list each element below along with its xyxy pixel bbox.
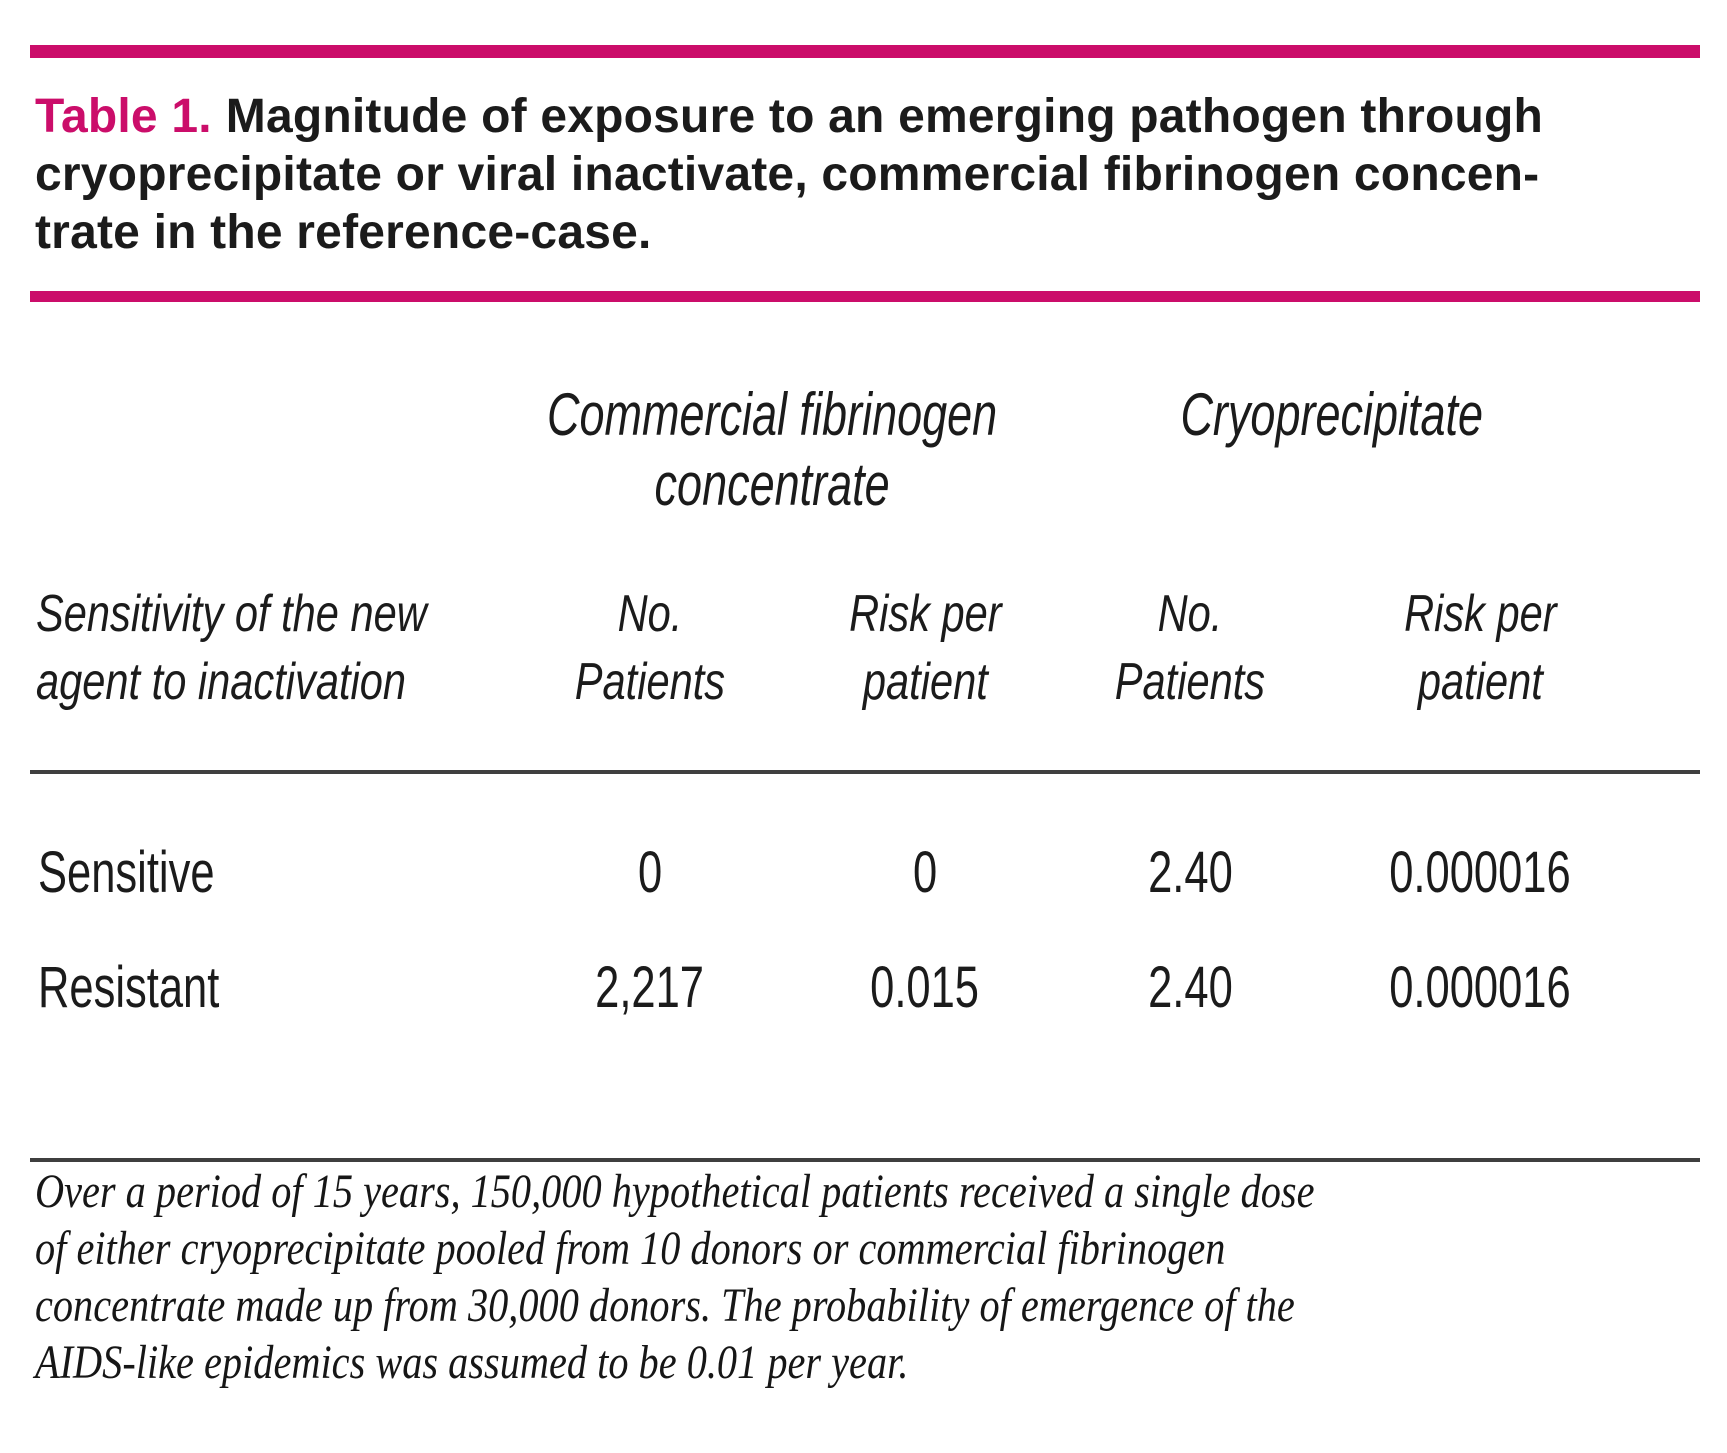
- row-label-sensitive: Sensitive: [38, 840, 215, 905]
- cell-resistant-cryo-risk: 0.000016: [1389, 955, 1571, 1020]
- table-body: [30, 838, 1610, 1068]
- column-header-cryo-risk-line-2: patient: [1417, 653, 1543, 711]
- mid-accent-rule: [30, 291, 1700, 302]
- cell-sensitive-cfc-risk: 0: [912, 840, 938, 905]
- column-header-cfc-no-line-1: No.: [617, 585, 683, 643]
- column-header-cfc-risk-per-patient: [820, 580, 1030, 716]
- column-header-cryo-no-line-1: No.: [1157, 585, 1223, 643]
- table-title-line-2: cryoprecipitate or viral inactivate, commercial fibrinogen concen-: [35, 148, 1540, 201]
- footnote-line-3: concentrate made up from 30,000 donors. The probability of emergence of the: [35, 1279, 1295, 1332]
- group-header-commercial-line-2: concentrate: [654, 451, 890, 518]
- footnote-line-2: of either cryoprecipitate pooled from 10 donors or commercial fibrinogen: [35, 1222, 1226, 1275]
- footnote-separator-rule: [30, 1158, 1700, 1162]
- cell-resistant-cryo-no-patients: 2.40: [1147, 955, 1233, 1020]
- column-header-cfc-risk-line-2: patient: [862, 653, 988, 711]
- column-header-cfc-no-line-2: Patients: [574, 653, 726, 711]
- cell-resistant-cfc-no-patients: 2,217: [595, 955, 705, 1020]
- footnote-line-4: AIDS-like epidemics was assumed to be 0.01 per year.: [35, 1336, 909, 1389]
- table-header: [30, 380, 1610, 716]
- column-header-cfc-risk-line-1: Risk per: [848, 585, 1002, 643]
- column-header-sensitivity-line-1: Sensitivity of the new: [36, 585, 427, 643]
- group-header-commercial-fibrinogen-concentrate: [497, 380, 1047, 580]
- table-title: [35, 88, 1720, 262]
- column-header-cryo-risk-per-patient: [1350, 580, 1610, 716]
- cell-sensitive-cryo-no-patients: 2.40: [1147, 840, 1233, 905]
- table-title-line-3: trate in the reference-case.: [35, 206, 652, 259]
- column-header-cryo-risk-line-1: Risk per: [1403, 585, 1557, 643]
- column-header-cfc-no-patients: [480, 580, 820, 716]
- group-header-cryo-line-1: Cryoprecipitate: [1180, 381, 1484, 448]
- group-header-cryoprecipitate: [1042, 380, 1622, 580]
- cell-sensitive-cfc-no-patients: 0: [637, 840, 663, 905]
- column-header-sensitivity: [30, 580, 480, 716]
- header-separator-rule: [30, 770, 1700, 774]
- top-accent-rule: [30, 45, 1700, 58]
- table-title-text: Magnitude of exposure to an emerging pathogen through: [225, 90, 1544, 143]
- footnote-line-1: Over a period of 15 years, 150,000 hypothetical patients received a single dose: [35, 1165, 1315, 1218]
- row-label-resistant: Resistant: [38, 955, 220, 1020]
- group-header-commercial-line-1: Commercial fibrinogen: [546, 381, 998, 448]
- column-header-cryo-no-patients: [1030, 580, 1350, 716]
- column-header-cryo-no-line-2: Patients: [1114, 653, 1266, 711]
- cell-resistant-cfc-risk: 0.015: [870, 955, 980, 1020]
- cell-sensitive-cryo-risk: 0.000016: [1389, 840, 1571, 905]
- table-number-label: Table 1.: [35, 90, 212, 143]
- column-header-sensitivity-line-2: agent to inactivation: [36, 653, 407, 711]
- table-footnote: [35, 1163, 1695, 1391]
- table-title-line-1: [35, 88, 1720, 146]
